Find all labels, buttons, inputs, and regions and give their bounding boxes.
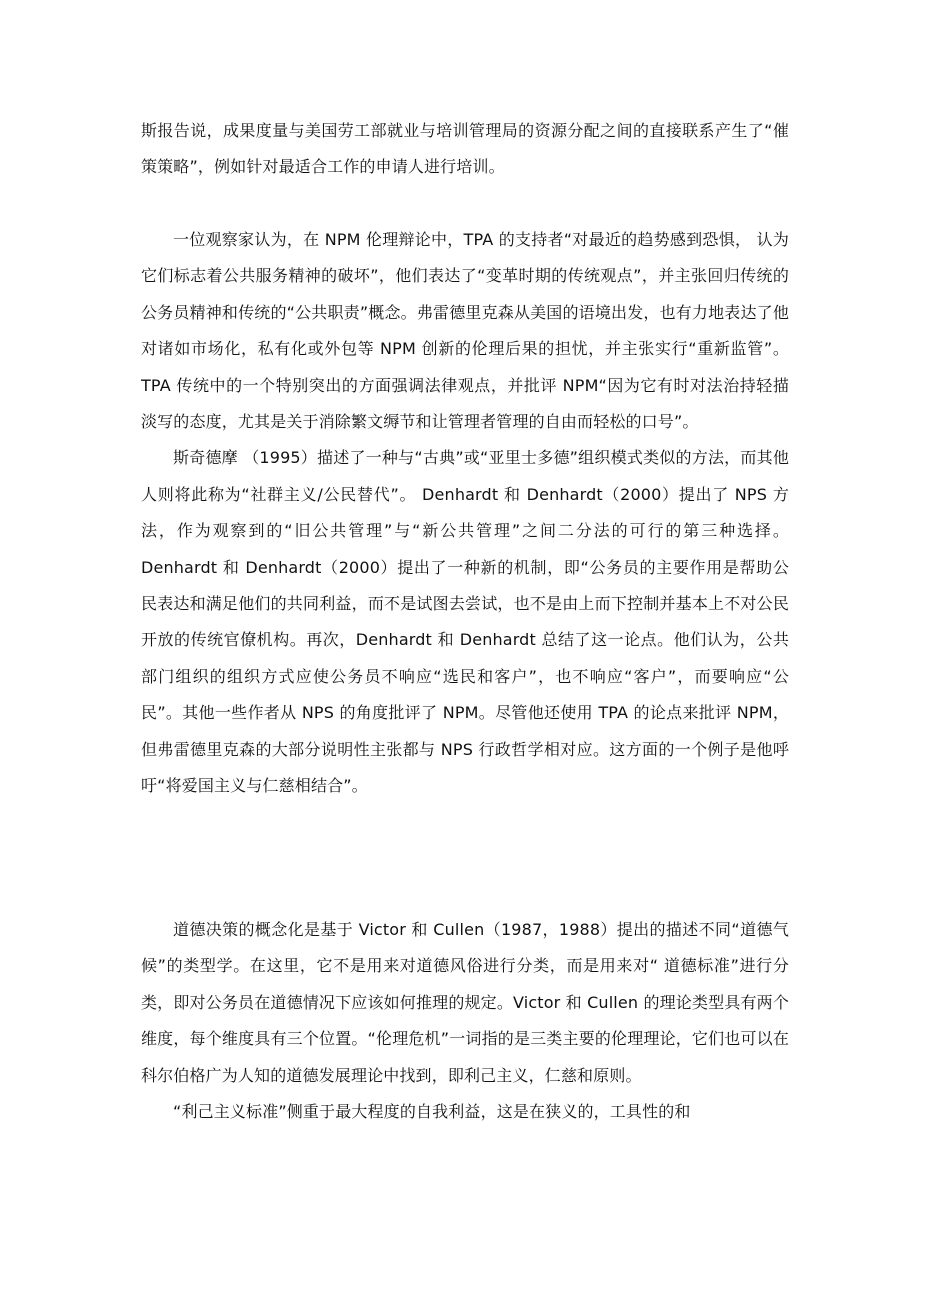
paragraph-1: 斯报告说，成果度量与美国劳工部就业与培训管理局的资源分配之间的直接联系产生了“催策策略”，例如针对最适合工作的申请人进行培训。: [141, 121, 789, 177]
paragraph-4: 道德决策的概念化是基于 Victor 和 Cullen（1987，1988）提出的描述不同“道德气候”的类型学。在这里，它不是用来对道德风俗进行分类，而是用来对“ 道德标准”进行分类，即对公务员在道德情况下应该如何推理的规定。Victor 和 Cullen 的理论类型具有两个维度，每个维度具有三个位置。“伦理危机”一词指的是三类主要的伦理理论，它们也可以在科尔伯格广为人知的道德发展理论中找到，即利己主义，仁慈和原则。: [141, 920, 789, 1085]
text-section-3: [141, 912, 789, 1130]
paragraph-5: “利己主义标准”侧重于最大程度的自我利益，这是在狭义的，工具性的和: [173, 1102, 691, 1122]
paragraph-3: 斯奇德摩 （1995）描述了一种与“古典”或“亚里士多德”组织模式类似的方法，而其他人则将此称为“社群主义/公民替代”。 Denhardt 和 Denhardt（2000）提出了 NPS 方法，作为观察到的“旧公共管理”与“新公共管理”之间二分法的可行的第三种选择。Denhardt 和 Denhardt（2000）提出了一种新的机制，即“公务员的主要作用是帮助公民表达和满足他们的共同利益，而不是试图去尝试，也不是由上而下控制并基本上不对公民开放的传统官僚机构。再次，Denhardt 和 Denhardt 总结了这一论点。他们认为，公共部门组织的组织方式应使公务员不响应“选民和客户”，也不响应“客户”，而要响应“公民”。其他一些作者从 NPS 的角度批评了 NPM。尽管他还使用 TPA 的论点来批评 NPM，但弗雷德里克森的大部分说明性主张都与 NPS 行政哲学相对应。这方面的一个例子是他呼吁“将爱国主义与仁慈相结合”。: [141, 448, 789, 796]
text-section-1: [141, 113, 789, 186]
text-section-2: [141, 222, 789, 805]
paragraph-2: 一位观察家认为，在 NPM 伦理辩论中，TPA 的支持者“对最近的趋势感到恐惧， 认为它们标志着公共服务精神的破坏”，他们表达了“变革时期的传统观点”，并主张回归传统的公务员精神和传统的“公共职责”概念。弗雷德里克森从美国的语境出发，也有力地表达了他对诸如市场化，私有化或外包等 NPM 创新的伦理后果的担忧，并主张实行“重新监管”。TPA 传统中的一个特别突出的方面强调法律观点，并批评 NPM“因为它有时对法治持轻描淡写的态度，尤其是关于消除繁文缛节和让管理者管理的自由而轻松的口号”。: [141, 230, 789, 432]
